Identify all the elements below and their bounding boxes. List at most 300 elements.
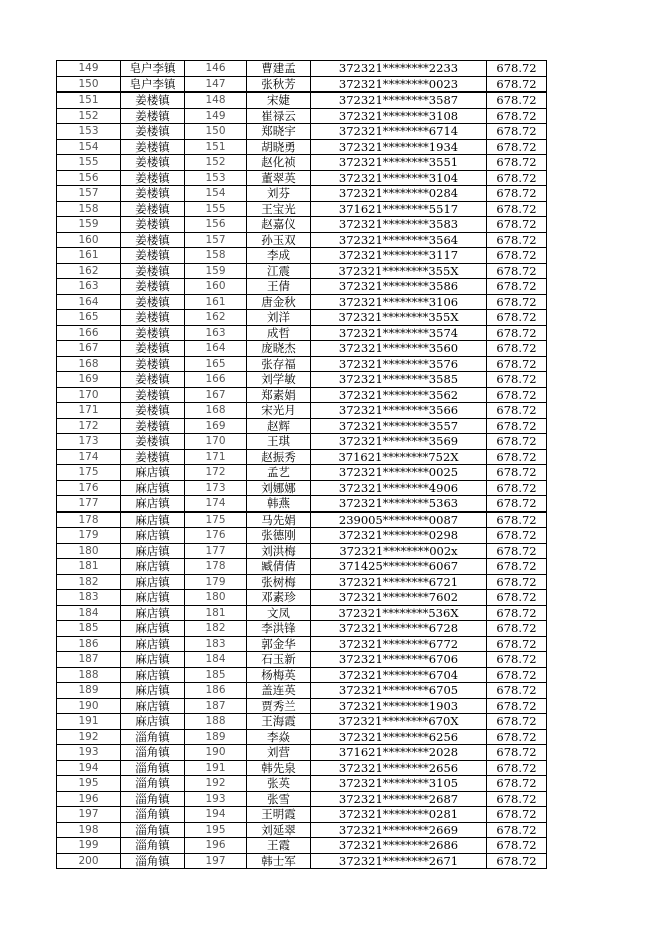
amount-cell: 678.72: [487, 449, 547, 465]
name-cell: 马先娟: [247, 512, 311, 528]
town-cell: 姜楼镇: [121, 294, 185, 310]
town-cell: 麻店镇: [121, 621, 185, 637]
table-row: [57, 667, 547, 683]
amount-cell: 678.72: [487, 683, 547, 699]
town-cell: 淄角镇: [121, 838, 185, 854]
table-row: [57, 559, 547, 575]
serial-cell: 196: [57, 791, 121, 807]
serial-cell: 182: [57, 574, 121, 590]
amount-cell: 678.72: [487, 387, 547, 403]
serial-cell: 198: [57, 822, 121, 838]
town-cell: 淄角镇: [121, 853, 185, 869]
table-row: [57, 341, 547, 357]
name-cell: 李洪锋: [247, 621, 311, 637]
name-cell: 胡晓勇: [247, 139, 311, 155]
amount-cell: 678.72: [487, 838, 547, 854]
name-cell: 韩士军: [247, 853, 311, 869]
table-row: [57, 92, 547, 108]
index-cell: 157: [185, 232, 247, 248]
index-cell: 187: [185, 698, 247, 714]
serial-cell: 191: [57, 714, 121, 730]
town-cell: 姜楼镇: [121, 124, 185, 140]
table-row: [57, 528, 547, 544]
table-row: [57, 512, 547, 528]
amount-cell: 678.72: [487, 822, 547, 838]
amount-cell: 678.72: [487, 791, 547, 807]
index-cell: 153: [185, 170, 247, 186]
table-row: [57, 310, 547, 326]
name-cell: 王宝光: [247, 201, 311, 217]
index-cell: 167: [185, 387, 247, 403]
name-cell: 孟艺: [247, 465, 311, 481]
name-cell: 臧倩倩: [247, 559, 311, 575]
table-row: [57, 201, 547, 217]
table-row: [57, 574, 547, 590]
serial-cell: 163: [57, 279, 121, 295]
index-cell: 151: [185, 139, 247, 155]
name-cell: 刘营: [247, 745, 311, 761]
index-cell: 173: [185, 480, 247, 496]
name-cell: 王琪: [247, 434, 311, 450]
serial-cell: 151: [57, 92, 121, 108]
name-cell: 盖连英: [247, 683, 311, 699]
index-cell: 158: [185, 248, 247, 264]
serial-cell: 150: [57, 76, 121, 92]
name-cell: 李焱: [247, 729, 311, 745]
table-row: [57, 729, 547, 745]
amount-cell: 678.72: [487, 621, 547, 637]
index-cell: 180: [185, 590, 247, 606]
amount-cell: 678.72: [487, 61, 547, 77]
town-cell: 麻店镇: [121, 528, 185, 544]
name-cell: 刘娜娜: [247, 480, 311, 496]
table-row: [57, 232, 547, 248]
name-cell: 刘延翠: [247, 822, 311, 838]
index-cell: 189: [185, 729, 247, 745]
table-row: [57, 325, 547, 341]
amount-cell: 678.72: [487, 543, 547, 559]
id-number-cell: 371425********6067: [311, 559, 487, 575]
serial-cell: 172: [57, 418, 121, 434]
id-number-cell: 372321********0281: [311, 807, 487, 823]
serial-cell: 173: [57, 434, 121, 450]
town-cell: 姜楼镇: [121, 201, 185, 217]
name-cell: 王倩: [247, 279, 311, 295]
table-row: [57, 418, 547, 434]
table-row: [57, 248, 547, 264]
amount-cell: 678.72: [487, 714, 547, 730]
id-number-cell: 372321********6706: [311, 652, 487, 668]
index-cell: 194: [185, 807, 247, 823]
table-row: [57, 590, 547, 606]
index-cell: 177: [185, 543, 247, 559]
amount-cell: 678.72: [487, 636, 547, 652]
table-row: [57, 403, 547, 419]
name-cell: 韩燕: [247, 496, 311, 512]
index-cell: 175: [185, 512, 247, 528]
amount-cell: 678.72: [487, 294, 547, 310]
name-cell: 崔禄云: [247, 108, 311, 124]
town-cell: 麻店镇: [121, 480, 185, 496]
table-row: [57, 760, 547, 776]
table-row: [57, 683, 547, 699]
table-row: [57, 480, 547, 496]
index-cell: 165: [185, 356, 247, 372]
serial-cell: 155: [57, 155, 121, 171]
table-row: [57, 170, 547, 186]
amount-cell: 678.72: [487, 248, 547, 264]
id-number-cell: 372321********3117: [311, 248, 487, 264]
serial-cell: 175: [57, 465, 121, 481]
table-row: [57, 714, 547, 730]
serial-cell: 149: [57, 61, 121, 77]
name-cell: 赵化祯: [247, 155, 311, 171]
town-cell: 麻店镇: [121, 683, 185, 699]
name-cell: 郑素娟: [247, 387, 311, 403]
index-cell: 168: [185, 403, 247, 419]
serial-cell: 159: [57, 217, 121, 233]
index-cell: 179: [185, 574, 247, 590]
town-cell: 姜楼镇: [121, 279, 185, 295]
id-number-cell: 371621********752X: [311, 449, 487, 465]
amount-cell: 678.72: [487, 310, 547, 326]
data-table: [56, 60, 547, 869]
town-cell: 姜楼镇: [121, 310, 185, 326]
town-cell: 麻店镇: [121, 574, 185, 590]
id-number-cell: 372321********3105: [311, 776, 487, 792]
town-cell: 姜楼镇: [121, 434, 185, 450]
table-row: [57, 186, 547, 202]
table-row: [57, 217, 547, 233]
index-cell: 195: [185, 822, 247, 838]
amount-cell: 678.72: [487, 605, 547, 621]
id-number-cell: 372321********0025: [311, 465, 487, 481]
serial-cell: 154: [57, 139, 121, 155]
serial-cell: 179: [57, 528, 121, 544]
id-number-cell: 372321********355X: [311, 310, 487, 326]
table-row: [57, 621, 547, 637]
id-number-cell: 372321********355X: [311, 263, 487, 279]
table-row: [57, 372, 547, 388]
index-cell: 156: [185, 217, 247, 233]
name-cell: 杨梅英: [247, 667, 311, 683]
index-cell: 186: [185, 683, 247, 699]
town-cell: 淄角镇: [121, 791, 185, 807]
serial-cell: 166: [57, 325, 121, 341]
serial-cell: 177: [57, 496, 121, 512]
serial-cell: 184: [57, 605, 121, 621]
town-cell: 淄角镇: [121, 807, 185, 823]
table-row: [57, 822, 547, 838]
town-cell: 姜楼镇: [121, 108, 185, 124]
id-number-cell: 372321********3104: [311, 170, 487, 186]
name-cell: 成哲: [247, 325, 311, 341]
id-number-cell: 372321********6728: [311, 621, 487, 637]
town-cell: 姜楼镇: [121, 263, 185, 279]
name-cell: 王海霞: [247, 714, 311, 730]
index-cell: 181: [185, 605, 247, 621]
name-cell: 贾秀兰: [247, 698, 311, 714]
id-number-cell: 372321********002x: [311, 543, 487, 559]
amount-cell: 678.72: [487, 480, 547, 496]
town-cell: 姜楼镇: [121, 170, 185, 186]
id-number-cell: 372321********0284: [311, 186, 487, 202]
town-cell: 姜楼镇: [121, 449, 185, 465]
serial-cell: 189: [57, 683, 121, 699]
amount-cell: 678.72: [487, 403, 547, 419]
table-row: [57, 465, 547, 481]
serial-cell: 169: [57, 372, 121, 388]
amount-cell: 678.72: [487, 465, 547, 481]
town-cell: 姜楼镇: [121, 232, 185, 248]
table-row: [57, 745, 547, 761]
name-cell: 唐金秋: [247, 294, 311, 310]
serial-cell: 161: [57, 248, 121, 264]
id-number-cell: 372321********3562: [311, 387, 487, 403]
town-cell: 姜楼镇: [121, 341, 185, 357]
serial-cell: 194: [57, 760, 121, 776]
town-cell: 姜楼镇: [121, 403, 185, 419]
town-cell: 姜楼镇: [121, 325, 185, 341]
town-cell: 淄角镇: [121, 776, 185, 792]
town-cell: 麻店镇: [121, 605, 185, 621]
index-cell: 184: [185, 652, 247, 668]
name-cell: 赵嘉仪: [247, 217, 311, 233]
index-cell: 152: [185, 155, 247, 171]
id-number-cell: 372321********536X: [311, 605, 487, 621]
id-number-cell: 372321********3108: [311, 108, 487, 124]
serial-cell: 180: [57, 543, 121, 559]
town-cell: 麻店镇: [121, 652, 185, 668]
serial-cell: 186: [57, 636, 121, 652]
amount-cell: 678.72: [487, 372, 547, 388]
town-cell: 淄角镇: [121, 760, 185, 776]
index-cell: 185: [185, 667, 247, 683]
id-number-cell: 372321********7602: [311, 590, 487, 606]
name-cell: 张英: [247, 776, 311, 792]
amount-cell: 678.72: [487, 745, 547, 761]
serial-cell: 152: [57, 108, 121, 124]
id-number-cell: 372321********5363: [311, 496, 487, 512]
id-number-cell: 372321********3574: [311, 325, 487, 341]
amount-cell: 678.72: [487, 776, 547, 792]
table-row: [57, 776, 547, 792]
index-cell: 170: [185, 434, 247, 450]
town-cell: 麻店镇: [121, 512, 185, 528]
index-cell: 171: [185, 449, 247, 465]
serial-cell: 165: [57, 310, 121, 326]
id-number-cell: 372321********3557: [311, 418, 487, 434]
name-cell: 王明霞: [247, 807, 311, 823]
id-number-cell: 372321********3586: [311, 279, 487, 295]
id-number-cell: 372321********3560: [311, 341, 487, 357]
town-cell: 姜楼镇: [121, 372, 185, 388]
amount-cell: 678.72: [487, 201, 547, 217]
id-number-cell: 372321********6705: [311, 683, 487, 699]
index-cell: 176: [185, 528, 247, 544]
table-row: [57, 807, 547, 823]
serial-cell: 153: [57, 124, 121, 140]
table-row: [57, 636, 547, 652]
serial-cell: 188: [57, 667, 121, 683]
index-cell: 192: [185, 776, 247, 792]
serial-cell: 187: [57, 652, 121, 668]
name-cell: 刘洋: [247, 310, 311, 326]
table-row: [57, 108, 547, 124]
table-row: [57, 434, 547, 450]
id-number-cell: 372321********3585: [311, 372, 487, 388]
table-row: [57, 543, 547, 559]
table-row: [57, 496, 547, 512]
town-cell: 麻店镇: [121, 714, 185, 730]
index-cell: 155: [185, 201, 247, 217]
town-cell: 姜楼镇: [121, 139, 185, 155]
name-cell: 邓素珍: [247, 590, 311, 606]
amount-cell: 678.72: [487, 496, 547, 512]
serial-cell: 170: [57, 387, 121, 403]
town-cell: 姜楼镇: [121, 92, 185, 108]
id-number-cell: 372321********0023: [311, 76, 487, 92]
serial-cell: 157: [57, 186, 121, 202]
index-cell: 188: [185, 714, 247, 730]
town-cell: 麻店镇: [121, 590, 185, 606]
name-cell: 石玉新: [247, 652, 311, 668]
serial-cell: 164: [57, 294, 121, 310]
town-cell: 姜楼镇: [121, 418, 185, 434]
town-cell: 皂户李镇: [121, 61, 185, 77]
name-cell: 张存福: [247, 356, 311, 372]
town-cell: 麻店镇: [121, 636, 185, 652]
name-cell: 郑晓宇: [247, 124, 311, 140]
table-row: [57, 698, 547, 714]
index-cell: 150: [185, 124, 247, 140]
id-number-cell: 372321********6772: [311, 636, 487, 652]
name-cell: 韩先泉: [247, 760, 311, 776]
town-cell: 麻店镇: [121, 559, 185, 575]
serial-cell: 171: [57, 403, 121, 419]
town-cell: 麻店镇: [121, 698, 185, 714]
serial-cell: 185: [57, 621, 121, 637]
amount-cell: 678.72: [487, 263, 547, 279]
town-cell: 麻店镇: [121, 667, 185, 683]
name-cell: 孙玉双: [247, 232, 311, 248]
amount-cell: 678.72: [487, 139, 547, 155]
town-cell: 姜楼镇: [121, 356, 185, 372]
index-cell: 146: [185, 61, 247, 77]
amount-cell: 678.72: [487, 108, 547, 124]
id-number-cell: 372321********2669: [311, 822, 487, 838]
id-number-cell: 372321********3564: [311, 232, 487, 248]
amount-cell: 678.72: [487, 853, 547, 869]
amount-cell: 678.72: [487, 807, 547, 823]
table-row: [57, 652, 547, 668]
name-cell: 宋婕: [247, 92, 311, 108]
amount-cell: 678.72: [487, 341, 547, 357]
index-cell: 159: [185, 263, 247, 279]
index-cell: 174: [185, 496, 247, 512]
index-cell: 161: [185, 294, 247, 310]
serial-cell: 193: [57, 745, 121, 761]
serial-cell: 158: [57, 201, 121, 217]
amount-cell: 678.72: [487, 652, 547, 668]
serial-cell: 192: [57, 729, 121, 745]
index-cell: 164: [185, 341, 247, 357]
index-cell: 149: [185, 108, 247, 124]
index-cell: 163: [185, 325, 247, 341]
index-cell: 162: [185, 310, 247, 326]
town-cell: 姜楼镇: [121, 186, 185, 202]
id-number-cell: 372321********3551: [311, 155, 487, 171]
index-cell: 190: [185, 745, 247, 761]
index-cell: 196: [185, 838, 247, 854]
index-cell: 169: [185, 418, 247, 434]
id-number-cell: 371621********2028: [311, 745, 487, 761]
id-number-cell: 372321********2686: [311, 838, 487, 854]
id-number-cell: 372321********2687: [311, 791, 487, 807]
amount-cell: 678.72: [487, 434, 547, 450]
id-number-cell: 372321********6704: [311, 667, 487, 683]
name-cell: 曹建孟: [247, 61, 311, 77]
amount-cell: 678.72: [487, 559, 547, 575]
town-cell: 麻店镇: [121, 543, 185, 559]
index-cell: 154: [185, 186, 247, 202]
name-cell: 刘洪梅: [247, 543, 311, 559]
name-cell: 张雪: [247, 791, 311, 807]
serial-cell: 181: [57, 559, 121, 575]
table-row: [57, 294, 547, 310]
id-number-cell: 372321********6256: [311, 729, 487, 745]
amount-cell: 678.72: [487, 356, 547, 372]
town-cell: 姜楼镇: [121, 387, 185, 403]
index-cell: 197: [185, 853, 247, 869]
table-row: [57, 61, 547, 77]
id-number-cell: 372321********670X: [311, 714, 487, 730]
id-number-cell: 239005********0087: [311, 512, 487, 528]
name-cell: 刘学敏: [247, 372, 311, 388]
table-row: [57, 853, 547, 869]
name-cell: 宋光月: [247, 403, 311, 419]
amount-cell: 678.72: [487, 729, 547, 745]
table-row: [57, 356, 547, 372]
serial-cell: 190: [57, 698, 121, 714]
amount-cell: 678.72: [487, 528, 547, 544]
name-cell: 张德刚: [247, 528, 311, 544]
amount-cell: 678.72: [487, 698, 547, 714]
table-row: [57, 605, 547, 621]
amount-cell: 678.72: [487, 217, 547, 233]
amount-cell: 678.72: [487, 186, 547, 202]
table-row: [57, 155, 547, 171]
serial-cell: 197: [57, 807, 121, 823]
id-number-cell: 372321********2233: [311, 61, 487, 77]
id-number-cell: 371621********5517: [311, 201, 487, 217]
name-cell: 赵振秀: [247, 449, 311, 465]
name-cell: 文凤: [247, 605, 311, 621]
serial-cell: 199: [57, 838, 121, 854]
serial-cell: 183: [57, 590, 121, 606]
id-number-cell: 372321********4906: [311, 480, 487, 496]
amount-cell: 678.72: [487, 170, 547, 186]
town-cell: 皂户李镇: [121, 76, 185, 92]
serial-cell: 156: [57, 170, 121, 186]
index-cell: 160: [185, 279, 247, 295]
table-row: [57, 791, 547, 807]
name-cell: 郭金华: [247, 636, 311, 652]
amount-cell: 678.72: [487, 92, 547, 108]
id-number-cell: 372321********3569: [311, 434, 487, 450]
id-number-cell: 372321********3576: [311, 356, 487, 372]
name-cell: 刘芬: [247, 186, 311, 202]
